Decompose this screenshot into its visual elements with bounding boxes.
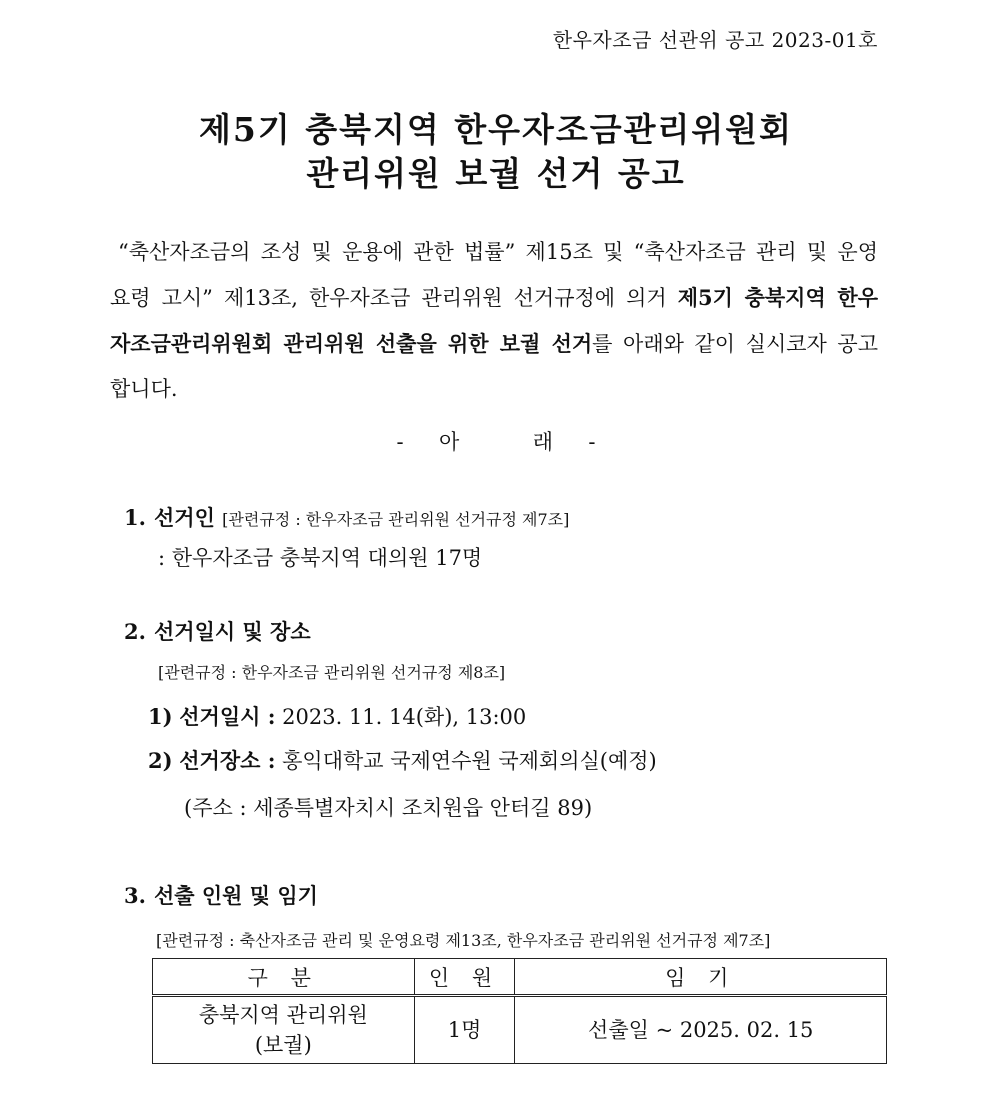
below-heading — [0, 426, 992, 456]
item-2-number: 2) — [148, 748, 173, 773]
section-2-title: 선거일시 및 장소 — [154, 619, 311, 644]
item-1-value: 2023. 11. 14(화), 13:00 — [275, 705, 527, 729]
intro-bold-text: 제5기 충북지역 한우자조금관리위원회 관리위원 선출을 위한 보궐 선거 — [110, 285, 878, 356]
item-2-label: 선거장소 : — [179, 748, 276, 773]
header-category: 구 분 — [153, 959, 415, 996]
selection-table — [152, 958, 887, 1064]
section-1-content: : 한우자조금 충북지역 대의원 17명 — [158, 546, 483, 570]
intro-paragraph — [110, 230, 878, 412]
cell-term: 선출일 ~ 2025. 02. 15 — [515, 996, 887, 1064]
section-2-item-1 — [148, 701, 526, 731]
section-1-number: 1. — [124, 505, 146, 530]
section-2-heading — [124, 616, 311, 646]
title-line-1: 제5기 충북지역 한우자조금관리위원회 — [199, 110, 793, 149]
cell-category-line-1: 충북지역 관리위원 — [198, 1003, 368, 1027]
section-3-number: 3. — [124, 883, 146, 908]
intro-text-part1: “축산자조금의 조성 및 운용에 관한 법률” 제15조 및 “축산자조금 관리 및 운영요령 고시” 제13조, 한우자조금 관리위원 선거규정에 의거 — [110, 240, 878, 310]
section-2-address: (주소 : 세종특별자치시 조치원읍 안터길 89) — [184, 796, 593, 820]
section-2-item-2 — [148, 745, 657, 775]
section-1-heading — [124, 502, 569, 532]
section-3-heading — [124, 880, 318, 910]
section-3-title: 선출 인원 및 임기 — [154, 883, 318, 908]
item-1-number: 1) — [148, 704, 173, 729]
cell-category-line-2: (보궐) — [254, 1033, 312, 1057]
section-2-reference: [관련규정 : 한우자조금 관리위원 선거규정 제8조] — [158, 663, 506, 682]
table-row — [153, 996, 887, 1064]
section-1-reference: [관련규정 : 한우자조금 관리위원 선거규정 제7조] — [222, 510, 570, 529]
notice-number: 한우자조금 선관위 공고 2023-01호 — [552, 28, 878, 52]
header-term: 임 기 — [515, 959, 887, 996]
below-dash-left: - — [396, 430, 404, 454]
intro-text-part2: 를 아래와 같이 실시코자 공고합니다. — [110, 332, 878, 401]
item-1-label: 선거일시 : — [179, 704, 276, 729]
item-2-value: 홍익대학교 국제연수원 국제회의실(예정) — [275, 749, 657, 773]
section-2-number: 2. — [124, 619, 146, 644]
below-dash-right: - — [588, 430, 596, 454]
header-count: 인 원 — [414, 959, 515, 996]
cell-category — [153, 996, 415, 1064]
table-header-row — [153, 959, 887, 996]
below-char-2: 래 — [532, 430, 553, 454]
title-line-2: 관리위원 보궐 선거 공고 — [306, 154, 686, 193]
below-char-1: 아 — [439, 430, 460, 454]
section-3-reference: [관련규정 : 축산자조금 관리 및 운영요령 제13조, 한우자조금 관리위원 선거규정 제7조] — [156, 931, 771, 950]
section-1-title: 선거인 — [154, 505, 215, 530]
cell-count: 1명 — [414, 996, 515, 1064]
